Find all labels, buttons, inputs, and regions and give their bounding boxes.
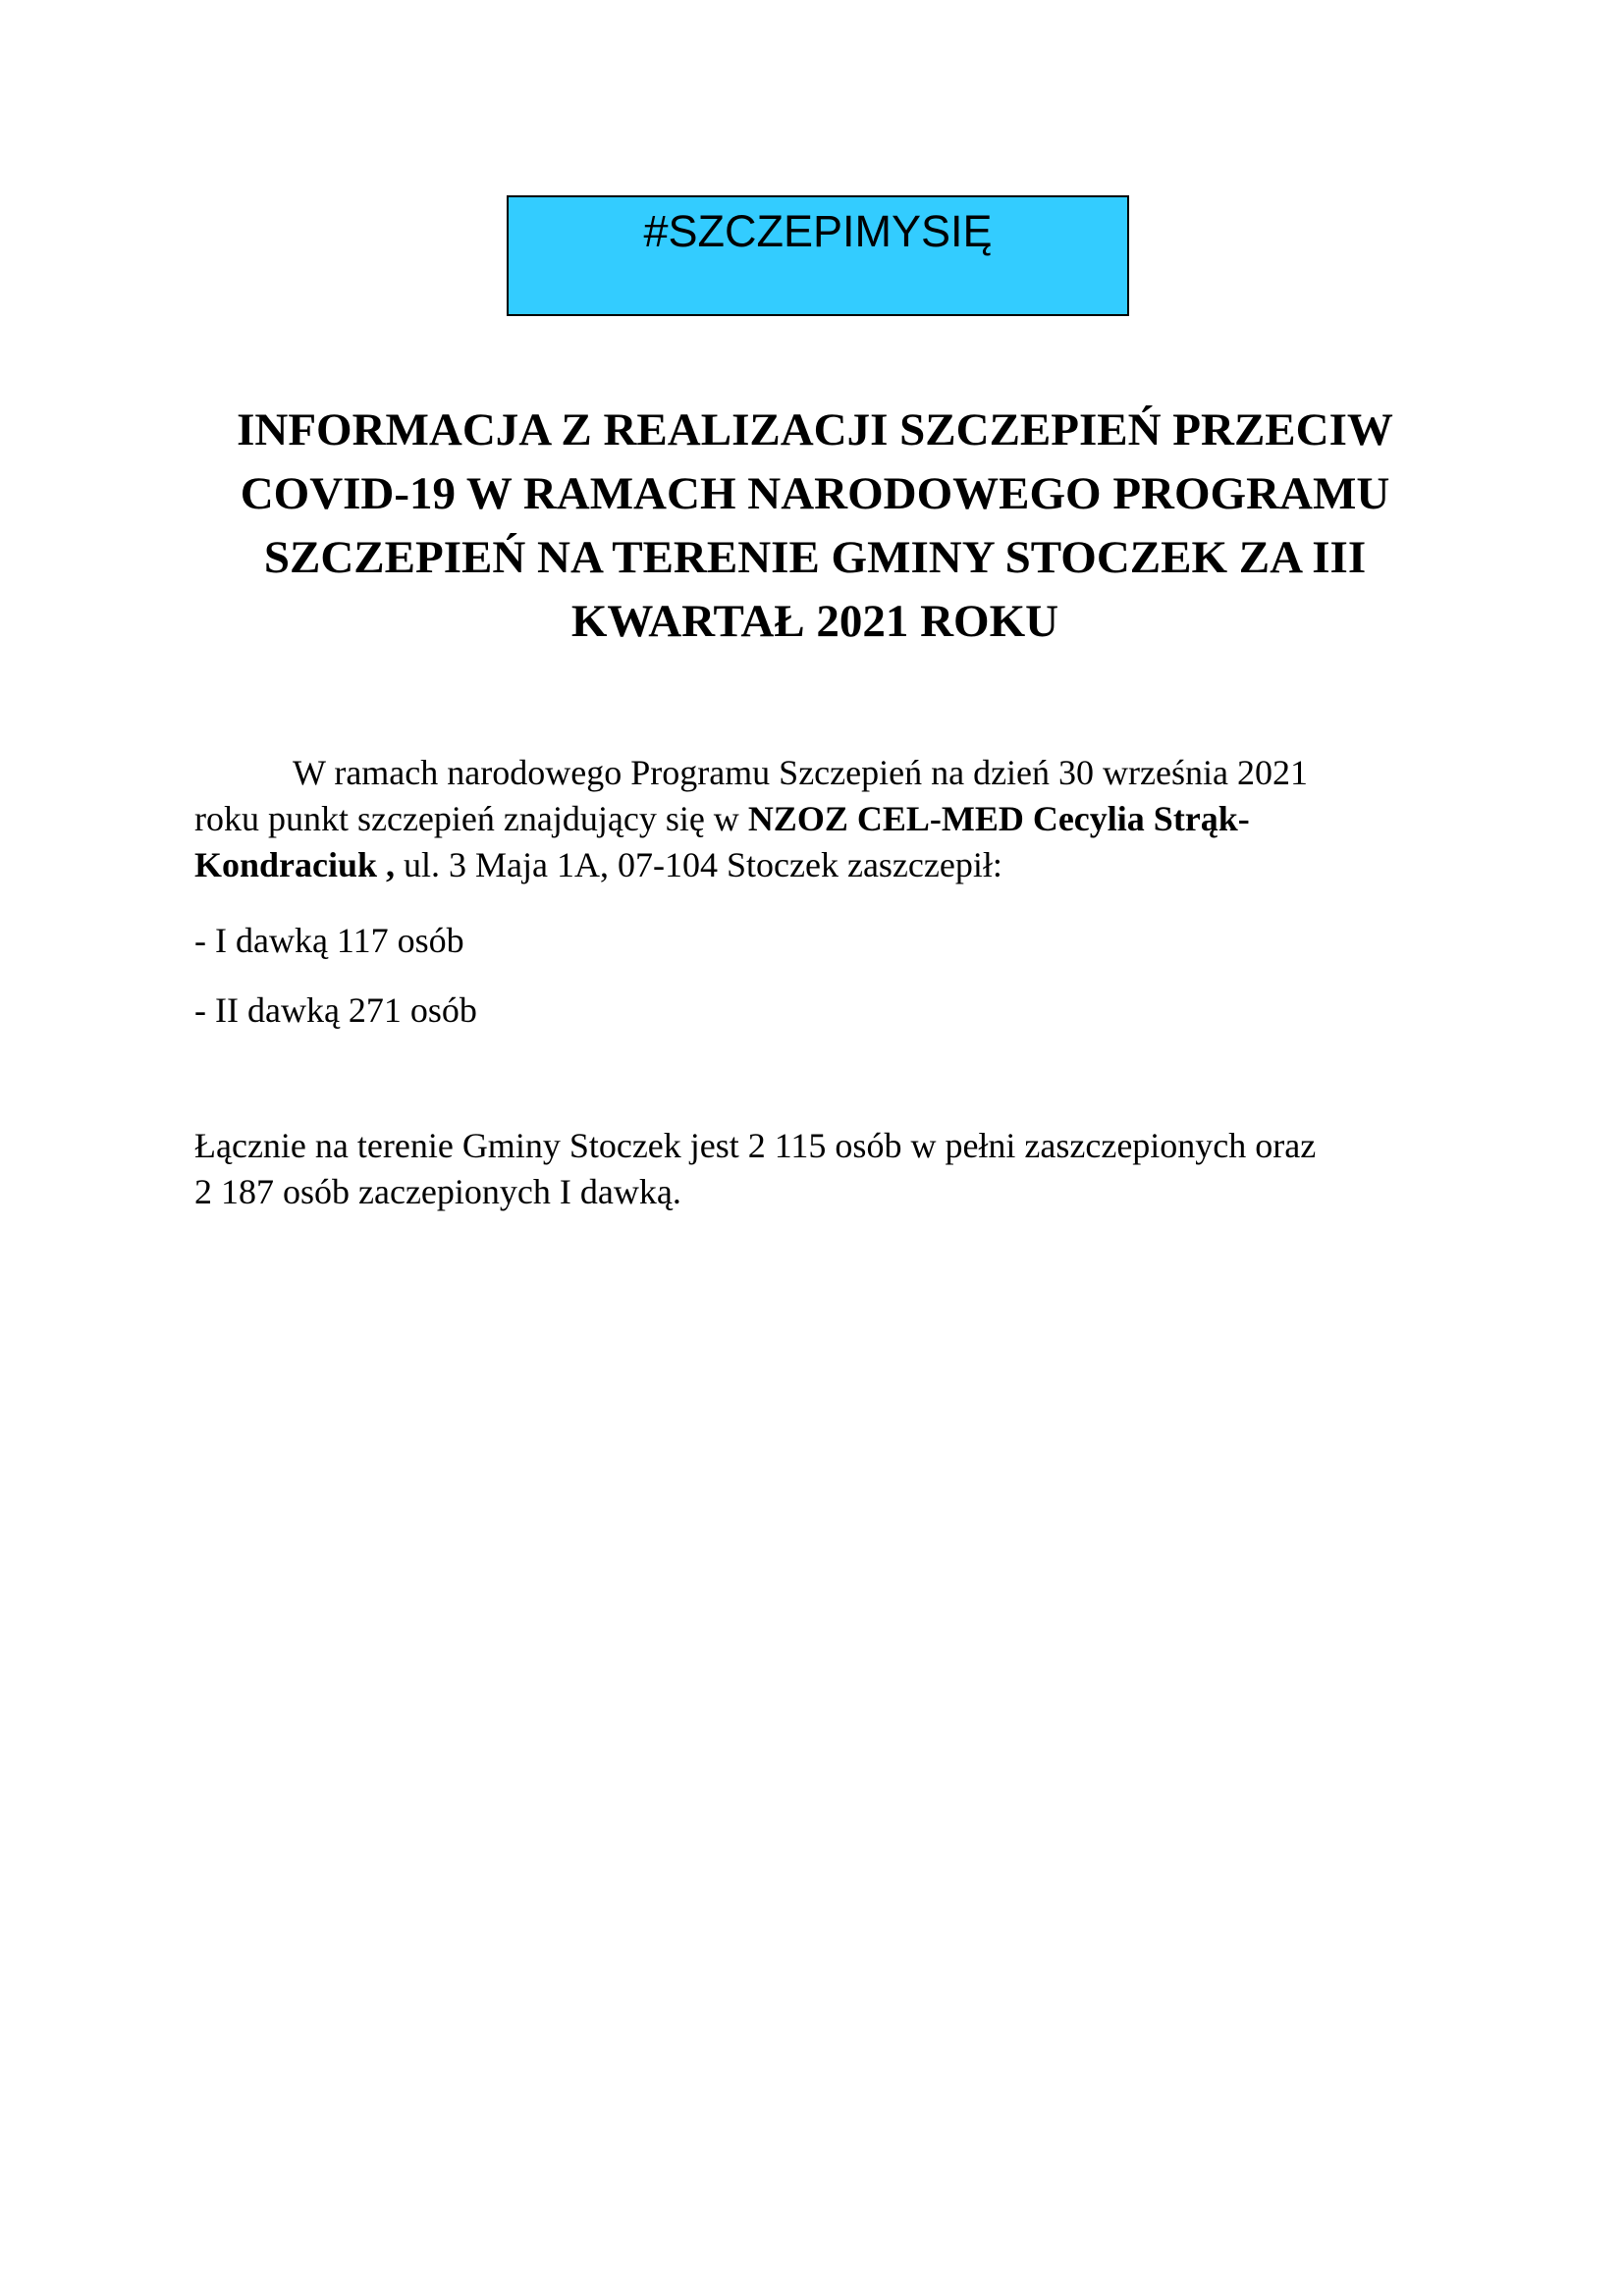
title-line: INFORMACJA Z REALIZACJI SZCZEPIEŃ PRZECIW <box>237 404 1393 455</box>
summary-line: Łącznie na terenie Gminy Stoczek jest 2 115 osób w pełni zaszczepionych oraz <box>194 1126 1317 1165</box>
clinic-address: ul. 3 Maja 1A, 07-104 Stoczek zaszczepił: <box>395 845 1002 884</box>
title-line: SZCZEPIEŃ NA TERENIE GMINY STOCZEK ZA III <box>263 532 1367 583</box>
intro-line <box>194 842 1432 888</box>
clinic-name: NZOZ CEL-MED Cecylia Strąk- <box>747 799 1250 838</box>
title-line: COVID-19 W RAMACH NARODOWEGO PROGRAMU <box>240 468 1390 519</box>
intro-text: roku punkt szczepień znajdujący się w <box>194 799 748 838</box>
intro-paragraph <box>194 750 1432 888</box>
clinic-name-cont: Kondraciuk , <box>194 845 396 884</box>
hashtag-banner <box>507 195 1129 316</box>
dose-item-first: - I dawką 117 osób <box>194 921 464 960</box>
title-line: KWARTAŁ 2021 ROKU <box>570 596 1059 647</box>
summary-paragraph <box>194 1123 1432 1215</box>
document-title <box>147 399 1483 654</box>
intro-line: W ramach narodowego Programu Szczepień na dzień 30 września 2021 <box>293 753 1308 792</box>
intro-line <box>194 796 1432 842</box>
summary-line: 2 187 osób zaczepionych I dawką. <box>194 1172 681 1211</box>
dose-item-second: - II dawką 271 osób <box>194 990 477 1030</box>
hashtag-text: #SZCZEPIMYSIĘ <box>643 206 993 256</box>
